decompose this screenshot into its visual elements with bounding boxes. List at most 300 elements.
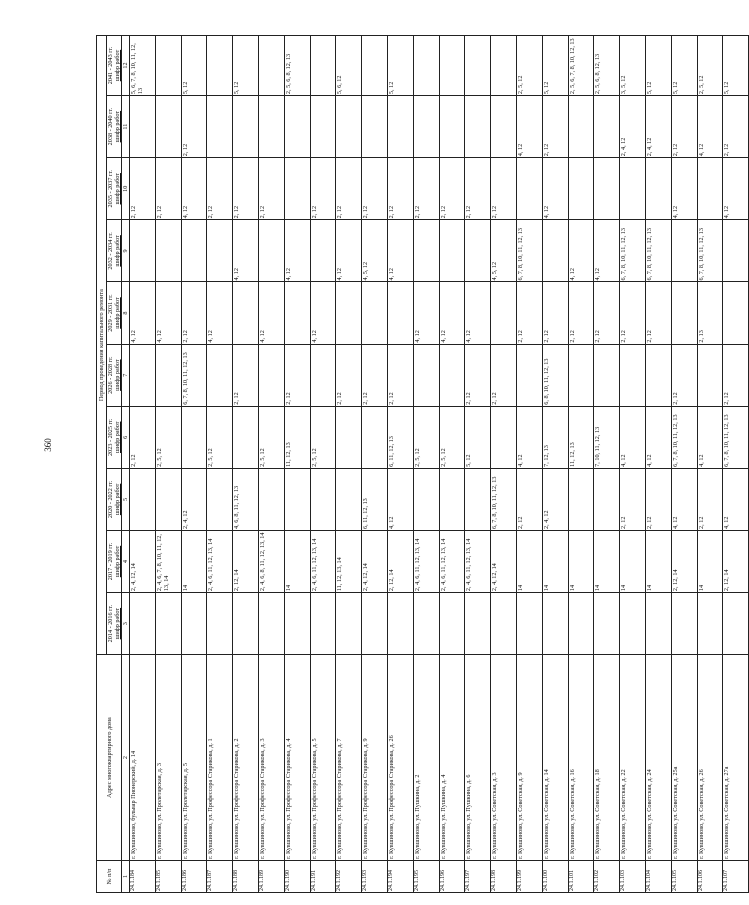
header-period-8 — [107, 96, 122, 158]
work-codes-cell — [671, 282, 697, 344]
header-period-6 — [107, 220, 122, 282]
work-codes-cell: 4, 6, 8, 11, 12, 13 — [233, 468, 259, 530]
house-address: г. Кувшиново, ул. Профессора Старикова, д. 2 — [233, 655, 259, 861]
work-codes-cell: 5, 12 — [671, 36, 697, 96]
work-codes-cell: 6, 7, 8, 10, 11, 12, 13 — [723, 406, 749, 468]
work-codes-cell: 5, 12 — [542, 36, 568, 96]
work-codes-cell: 4, 12 — [310, 282, 336, 344]
header-period-1 — [107, 530, 122, 592]
work-code-label: шифр работ — [114, 110, 121, 143]
repair-schedule-table — [96, 35, 749, 893]
work-codes-cell — [336, 406, 362, 468]
table-row — [697, 36, 723, 893]
work-codes-cell — [568, 593, 594, 655]
work-codes-cell: 14 — [181, 530, 207, 592]
work-codes-cell — [620, 593, 646, 655]
table-row — [336, 36, 362, 893]
house-address: г. Кувшиново, ул. Советская, д. 16 — [568, 655, 594, 861]
work-codes-cell — [130, 220, 156, 282]
house-address: г. Кувшиново, ул. Профессора Старикова, д. 26 — [387, 655, 413, 861]
work-codes-cell: 4, 12 — [413, 282, 439, 344]
work-codes-cell: 2, 12 — [594, 282, 620, 344]
row-number: 24.1.105 — [671, 860, 697, 892]
work-codes-cell: 2, 4, 12 — [181, 468, 207, 530]
row-number: 24.1.104 — [645, 860, 671, 892]
work-codes-cell: 2, 12 — [233, 344, 259, 406]
work-codes-cell — [491, 36, 517, 96]
work-codes-cell: 2, 12, 14 — [387, 530, 413, 592]
work-codes-cell — [207, 36, 233, 96]
table-body — [130, 36, 749, 893]
table-row — [568, 36, 594, 893]
work-codes-cell: 4, 12 — [130, 282, 156, 344]
work-codes-cell — [491, 96, 517, 158]
work-codes-cell — [336, 282, 362, 344]
work-codes-cell — [130, 468, 156, 530]
work-codes-cell — [130, 96, 156, 158]
work-codes-cell — [568, 158, 594, 220]
table-row — [181, 36, 207, 893]
work-codes-cell — [465, 468, 491, 530]
work-codes-cell: 4, 12 — [233, 220, 259, 282]
work-codes-cell: 4, 12 — [207, 282, 233, 344]
work-codes-cell — [723, 282, 749, 344]
work-codes-cell: 2, 4, 12, 14 — [130, 530, 156, 592]
house-address: г. Кувшиново, ул. Профессора Старикова, д. 9 — [362, 655, 388, 861]
row-number: 24.1.192 — [336, 860, 362, 892]
work-codes-cell — [258, 220, 284, 282]
row-number: 24.1.196 — [439, 860, 465, 892]
work-codes-cell — [233, 593, 259, 655]
work-codes-cell — [697, 158, 723, 220]
period-label: 2035 - 2037 гг. — [107, 170, 114, 208]
work-codes-cell: 2, 4, 12, 14 — [362, 530, 388, 592]
work-codes-cell: 2, 4, 6, 8, 11, 12, 13, 14 — [258, 530, 284, 592]
work-codes-cell: 4, 5, 12 — [491, 220, 517, 282]
work-codes-cell — [594, 158, 620, 220]
work-codes-cell: 4, 12 — [620, 406, 646, 468]
row-number: 24.1.107 — [723, 860, 749, 892]
work-codes-cell: 2, 5, 12 — [310, 406, 336, 468]
work-codes-cell: 14 — [697, 530, 723, 592]
work-codes-cell: 6, 11, 12, 13 — [387, 406, 413, 468]
house-address: г. Кувшиново, ул. Советская, д. 24 — [645, 655, 671, 861]
table-row — [542, 36, 568, 893]
work-code-label: шифр работ — [114, 421, 121, 453]
row-number: 24.1.102 — [594, 860, 620, 892]
work-codes-cell: 2, 12 — [181, 96, 207, 158]
work-codes-cell — [336, 468, 362, 530]
work-codes-cell: 2, 4, 6, 11, 12, 13, 14 — [465, 530, 491, 592]
work-codes-cell: 4, 12 — [387, 220, 413, 282]
column-number: 6 — [122, 406, 130, 468]
work-codes-cell: 4, 5, 12 — [362, 220, 388, 282]
work-codes-cell: 6, 7, 8, 10, 11, 12, 13 — [671, 406, 697, 468]
work-codes-cell — [130, 344, 156, 406]
work-codes-cell: 2, 12 — [465, 158, 491, 220]
work-codes-cell — [413, 96, 439, 158]
house-address: г. Кувшиново, ул. Советская, д. 9 — [516, 655, 542, 861]
work-codes-cell — [310, 593, 336, 655]
row-number: 24.1.100 — [542, 860, 568, 892]
work-codes-cell: 4, 12 — [671, 468, 697, 530]
work-codes-cell — [207, 96, 233, 158]
work-codes-cell: 4, 12 — [181, 158, 207, 220]
work-codes-cell: 6, 7, 8, 10, 11, 12, 13 — [491, 468, 517, 530]
column-number: 10 — [122, 158, 130, 220]
work-codes-cell — [723, 220, 749, 282]
header-period-7 — [107, 158, 122, 220]
house-address: г. Кувшиново, ул. Пушкина, д. 2 — [413, 655, 439, 861]
work-codes-cell — [207, 468, 233, 530]
work-codes-cell: 4, 12 — [671, 158, 697, 220]
work-codes-cell: 2, 12 — [542, 96, 568, 158]
work-codes-cell: 6, 7, 8, 10, 11, 12, 13 — [516, 220, 542, 282]
work-codes-cell: 2, 12 — [645, 282, 671, 344]
work-codes-cell: 2, 12 — [336, 158, 362, 220]
work-codes-cell — [465, 593, 491, 655]
work-codes-cell: 2, 12, 14 — [723, 530, 749, 592]
work-codes-cell: 4, 12 — [387, 468, 413, 530]
table-row — [233, 36, 259, 893]
work-codes-cell: 2, 12 — [181, 282, 207, 344]
work-codes-cell — [387, 96, 413, 158]
work-codes-cell — [258, 36, 284, 96]
work-codes-cell: 2, 4, 12 — [542, 468, 568, 530]
column-number: 12 — [122, 36, 130, 96]
house-address: г. Кувшиново, бульвар Пионерский, д. 14 — [130, 655, 156, 861]
work-codes-cell — [465, 36, 491, 96]
work-codes-cell: 2, 12 — [284, 344, 310, 406]
work-codes-cell: 2, 13 — [697, 282, 723, 344]
work-codes-cell: 4, 12 — [697, 406, 723, 468]
work-code-label: шифр работ — [114, 483, 121, 516]
work-codes-cell — [336, 593, 362, 655]
work-codes-cell: 14 — [620, 530, 646, 592]
work-code-label: шифр работ — [114, 545, 121, 578]
page-number: 360 — [43, 438, 53, 452]
work-codes-cell — [439, 468, 465, 530]
work-codes-cell: 5, 6, 12 — [336, 36, 362, 96]
header-period-2 — [107, 468, 122, 530]
house-address: г. Кувшиново, ул. Профессора Старикова, д. 1 — [207, 655, 233, 861]
work-codes-cell: 2, 12 — [491, 344, 517, 406]
house-address: г. Кувшиново, ул. Советская, д. 25а — [671, 655, 697, 861]
row-number: 24.1.199 — [516, 860, 542, 892]
column-number: 1 — [122, 860, 130, 892]
house-address: г. Кувшиново, ул. Профессора Старикова, д. 7 — [336, 655, 362, 861]
work-codes-cell — [258, 344, 284, 406]
work-codes-cell: 7, 10, 11, 12, 13 — [594, 406, 620, 468]
work-codes-cell: 2, 5, 12 — [439, 406, 465, 468]
work-codes-cell — [284, 282, 310, 344]
work-codes-cell: 14 — [284, 530, 310, 592]
work-codes-cell: 2, 12 — [207, 158, 233, 220]
work-codes-cell: 4, 12 — [645, 406, 671, 468]
column-number: 11 — [122, 96, 130, 158]
table-row — [130, 36, 156, 893]
work-codes-cell: 2, 5, 12 — [207, 406, 233, 468]
work-codes-cell: 6, 7, 8, 10, 11, 12, 13 — [697, 220, 723, 282]
work-codes-cell: 2, 5, 12 — [155, 406, 181, 468]
work-codes-cell: 4, 12 — [258, 282, 284, 344]
header-period-4 — [107, 344, 122, 406]
work-codes-cell — [310, 96, 336, 158]
work-codes-cell: 14 — [568, 530, 594, 592]
work-codes-cell: 2, 12 — [723, 344, 749, 406]
row-number: 24.1.186 — [181, 860, 207, 892]
work-codes-cell — [620, 158, 646, 220]
work-codes-cell: 4, 12 — [723, 158, 749, 220]
table-row — [594, 36, 620, 893]
work-codes-cell: 2, 4, 6, 7, 8, 10, 11, 12, 13, 14 — [155, 530, 181, 592]
house-address: г. Кувшиново, ул. Профессора Старикова, д. 3 — [258, 655, 284, 861]
table-row — [207, 36, 233, 893]
work-codes-cell: 4, 12 — [516, 406, 542, 468]
work-codes-cell — [181, 593, 207, 655]
work-codes-cell: 2, 12 — [516, 282, 542, 344]
period-label: 2017 - 2019 гг. — [107, 542, 114, 581]
house-address: г. Кувшиново, ул. Советская, д. 22 — [620, 655, 646, 861]
work-codes-cell — [233, 282, 259, 344]
work-codes-cell — [439, 593, 465, 655]
work-codes-cell — [594, 344, 620, 406]
column-number: 3 — [122, 593, 130, 655]
work-codes-cell — [155, 593, 181, 655]
work-codes-cell — [413, 344, 439, 406]
work-codes-cell: 2, 12 — [258, 158, 284, 220]
work-codes-cell — [620, 344, 646, 406]
work-codes-cell — [491, 593, 517, 655]
house-address: г. Кувшиново, ул. Советская, д. 14 — [542, 655, 568, 861]
work-codes-cell — [310, 344, 336, 406]
work-codes-cell: 2, 12, 14 — [671, 530, 697, 592]
work-codes-cell: 2, 12 — [645, 468, 671, 530]
work-codes-cell — [516, 158, 542, 220]
work-codes-cell: 4, 12 — [697, 96, 723, 158]
work-codes-cell: 14 — [516, 530, 542, 592]
work-codes-cell: 2, 4, 6, 11, 12, 13, 14 — [310, 530, 336, 592]
column-number: 4 — [122, 530, 130, 592]
table-row — [645, 36, 671, 893]
column-number: 5 — [122, 468, 130, 530]
work-codes-cell: 6, 7, 8, 10, 11, 12, 13 — [181, 344, 207, 406]
work-code-label: шифр работ — [114, 359, 121, 391]
work-codes-cell — [439, 220, 465, 282]
work-codes-cell: 2, 5, 6, 8, 12, 13 — [284, 36, 310, 96]
house-address: г. Кувшиново, ул. Советская, д. 3 — [491, 655, 517, 861]
house-address: г. Кувшиново, ул. Пролетарская, д. 5 — [181, 655, 207, 861]
row-number: 24.1.188 — [233, 860, 259, 892]
work-codes-cell: 14 — [594, 530, 620, 592]
row-number: 24.1.184 — [130, 860, 156, 892]
work-codes-cell — [439, 36, 465, 96]
work-codes-cell — [233, 406, 259, 468]
row-number: 24.1.190 — [284, 860, 310, 892]
column-number: 7 — [122, 344, 130, 406]
row-number: 24.1.185 — [155, 860, 181, 892]
period-label: 2020 - 2022 гг. — [107, 480, 114, 519]
table-row — [362, 36, 388, 893]
work-codes-cell — [233, 96, 259, 158]
work-codes-cell — [413, 220, 439, 282]
work-codes-cell — [671, 220, 697, 282]
column-number: 9 — [122, 220, 130, 282]
work-codes-cell: 2, 5, 12 — [258, 406, 284, 468]
work-codes-cell: 5, 12 — [465, 406, 491, 468]
row-number: 24.1.198 — [491, 860, 517, 892]
work-codes-cell — [542, 593, 568, 655]
work-codes-cell — [491, 406, 517, 468]
work-codes-cell — [413, 468, 439, 530]
house-address: г. Кувшиново, ул. Профессора Старикова, д. 5 — [310, 655, 336, 861]
work-codes-cell: 2, 12 — [697, 468, 723, 530]
work-codes-cell — [439, 96, 465, 158]
work-codes-cell: 2, 12 — [130, 406, 156, 468]
work-codes-cell — [362, 593, 388, 655]
work-codes-cell — [362, 406, 388, 468]
work-codes-cell: 2, 12 — [671, 96, 697, 158]
work-codes-cell — [207, 593, 233, 655]
work-codes-cell: 5, 12 — [181, 36, 207, 96]
work-codes-cell: 2, 12 — [387, 158, 413, 220]
work-codes-cell: 2, 12 — [491, 158, 517, 220]
work-codes-cell: 2, 12 — [413, 158, 439, 220]
column-number: 8 — [122, 282, 130, 344]
column-number: 2 — [122, 655, 130, 861]
work-codes-cell: 11, 12, 13, 14 — [336, 530, 362, 592]
work-codes-cell: 4, 12 — [723, 468, 749, 530]
work-codes-cell: 2, 5, 6, 8, 12, 13 — [594, 36, 620, 96]
work-codes-cell: 2, 5, 12 — [697, 36, 723, 96]
work-codes-cell — [130, 593, 156, 655]
work-codes-cell — [697, 344, 723, 406]
work-codes-cell — [258, 96, 284, 158]
table-row — [465, 36, 491, 893]
row-number: 24.1.194 — [387, 860, 413, 892]
work-codes-cell: 4, 12 — [465, 282, 491, 344]
work-codes-cell: 14 — [542, 530, 568, 592]
work-codes-cell — [310, 220, 336, 282]
work-codes-cell: 11, 12, 13 — [568, 406, 594, 468]
table-row — [310, 36, 336, 893]
row-number: 24.1.101 — [568, 860, 594, 892]
work-codes-cell — [155, 36, 181, 96]
work-codes-cell: 6, 7, 8, 10, 11, 12, 13 — [645, 220, 671, 282]
header-number: № п/п — [97, 860, 122, 892]
work-codes-cell — [181, 406, 207, 468]
work-codes-cell — [697, 593, 723, 655]
table-row — [284, 36, 310, 893]
work-codes-cell — [645, 158, 671, 220]
row-number: 24.1.195 — [413, 860, 439, 892]
period-label: 2014 - 2016 гг. — [107, 604, 114, 643]
work-codes-cell: 2, 4, 6, 11, 12, 13, 14 — [207, 530, 233, 592]
work-codes-cell — [568, 344, 594, 406]
work-codes-cell — [362, 36, 388, 96]
work-codes-cell — [258, 593, 284, 655]
work-codes-cell — [413, 593, 439, 655]
work-codes-cell: 5, 12 — [723, 36, 749, 96]
work-codes-cell — [645, 593, 671, 655]
work-codes-cell — [645, 344, 671, 406]
work-codes-cell: 2, 12 — [620, 468, 646, 530]
row-number: 24.1.106 — [697, 860, 723, 892]
work-codes-cell — [155, 344, 181, 406]
work-codes-cell: 2, 12 — [387, 344, 413, 406]
work-codes-cell: 2, 12 — [310, 158, 336, 220]
work-codes-cell: 2, 4, 12, 14 — [491, 530, 517, 592]
work-code-label: шифр работ — [114, 297, 121, 329]
column-numbers-row — [122, 36, 130, 893]
work-codes-cell: 6, 8, 10, 11, 12, 13 — [542, 344, 568, 406]
table-row — [413, 36, 439, 893]
table-row — [258, 36, 284, 893]
work-codes-cell: 4, 12 — [594, 220, 620, 282]
header-period-3 — [107, 406, 122, 468]
work-codes-cell: 4, 12 — [516, 96, 542, 158]
house-address: г. Кувшиново, ул. Советская, д. 26 — [697, 655, 723, 861]
work-codes-cell — [207, 344, 233, 406]
period-label: 2026 - 2028 гг. — [107, 356, 114, 394]
work-codes-cell: 11, 12, 13 — [284, 406, 310, 468]
work-code-label: шифр работ — [114, 235, 121, 267]
work-codes-cell: 5, 12 — [645, 36, 671, 96]
work-codes-cell — [284, 468, 310, 530]
work-codes-cell — [594, 468, 620, 530]
work-codes-cell: 2, 12 — [439, 158, 465, 220]
work-codes-cell — [387, 282, 413, 344]
work-codes-cell: 2, 12 — [362, 344, 388, 406]
work-codes-cell: 5, 6, 7, 8, 10, 11, 12, 13 — [130, 36, 156, 96]
house-address: г. Кувшиново, ул. Пушкина, д. 6 — [465, 655, 491, 861]
table-row — [155, 36, 181, 893]
work-codes-cell: 2, 12 — [130, 158, 156, 220]
work-codes-cell: 2, 12 — [233, 158, 259, 220]
house-address: г. Кувшиново, ул. Советская, д. 18 — [594, 655, 620, 861]
work-codes-cell: 6, 7, 8, 10, 11, 12, 13 — [620, 220, 646, 282]
work-codes-cell: 14 — [645, 530, 671, 592]
work-codes-cell: 2, 4, 6, 11, 12, 13, 14 — [439, 530, 465, 592]
work-codes-cell: 4, 12 — [568, 220, 594, 282]
house-address: г. Кувшиново, ул. Советская, д. 27а — [723, 655, 749, 861]
work-codes-cell: 2, 12 — [336, 344, 362, 406]
work-codes-cell — [207, 220, 233, 282]
period-label: 2023 - 2025 гг. — [107, 418, 114, 456]
period-label: 2029 - 2031 гг. — [107, 294, 114, 332]
work-code-label: шифр работ — [114, 173, 121, 205]
work-codes-cell: 7, 12, 13 — [542, 406, 568, 468]
work-codes-cell — [413, 36, 439, 96]
work-codes-cell: 4, 12 — [336, 220, 362, 282]
work-codes-cell: 4, 12 — [439, 282, 465, 344]
work-codes-cell: 4, 12 — [284, 220, 310, 282]
header-period-9 — [107, 36, 122, 96]
work-codes-cell — [671, 593, 697, 655]
table-row — [516, 36, 542, 893]
work-codes-cell: 2, 5, 12 — [413, 406, 439, 468]
work-codes-cell: 2, 12 — [516, 468, 542, 530]
work-codes-cell: 2, 12 — [362, 158, 388, 220]
work-codes-cell — [310, 468, 336, 530]
work-codes-cell — [155, 220, 181, 282]
work-codes-cell — [542, 220, 568, 282]
header-period-group: Период проведения капитального ремонта — [97, 36, 107, 655]
work-codes-cell — [336, 96, 362, 158]
work-codes-cell — [516, 593, 542, 655]
row-number: 24.1.191 — [310, 860, 336, 892]
work-codes-cell — [284, 158, 310, 220]
